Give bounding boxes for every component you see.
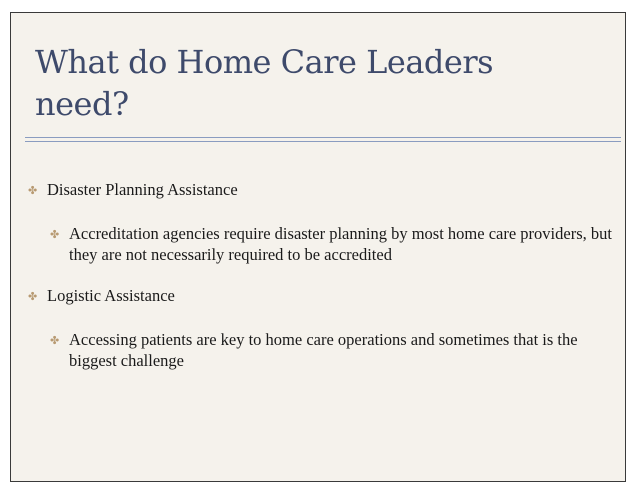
bullet-text: Logistic Assistance xyxy=(47,286,175,305)
bullet-item-logistic-assistance xyxy=(25,285,615,306)
sub-bullet-text: Accreditation agencies require disaster planning by most home care providers, but they are not necessarily required to be accredited xyxy=(69,224,612,264)
title-divider-top xyxy=(25,137,621,138)
slide-title: What do Home Care Leaders need? xyxy=(35,43,494,123)
bullet-icon: ✤ xyxy=(50,229,60,241)
bullet-icon: ✤ xyxy=(28,291,38,303)
sub-bullet-item-accreditation xyxy=(25,223,615,265)
title-divider-bottom xyxy=(25,141,621,142)
slide xyxy=(10,12,626,482)
slide-body xyxy=(25,179,615,371)
sub-bullet-item-accessing-patients xyxy=(25,329,615,371)
sub-bullet-text: Accessing patients are key to home care operations and sometimes that is the biggest challenge xyxy=(69,330,578,370)
bullet-item-disaster-planning xyxy=(25,179,615,200)
bullet-text: Disaster Planning Assistance xyxy=(47,180,238,199)
bullet-icon: ✤ xyxy=(50,335,60,347)
bullet-icon: ✤ xyxy=(28,185,38,197)
